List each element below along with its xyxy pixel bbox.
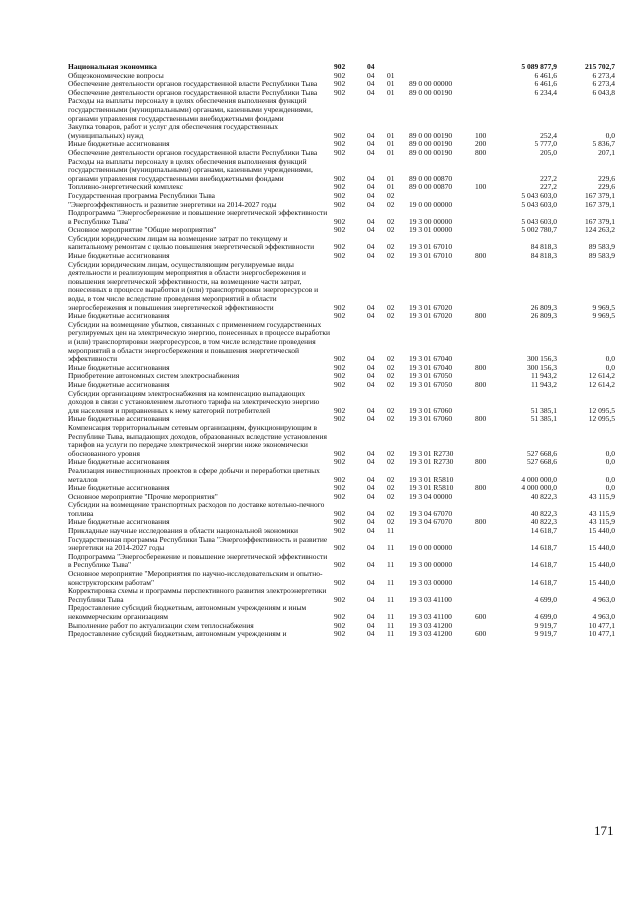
row-name: Субсидии организациям электроснабжения на компенсацию выпадающих доходов в связи с установлением льготного тарифа на электрическую энергию для населения и приравненных к нему категорий потребителей bbox=[68, 388, 322, 415]
row-target-article: 19 3 03 41200 bbox=[409, 620, 453, 630]
row-grbs: 902 bbox=[334, 594, 346, 604]
row-podrazdel: 02 bbox=[387, 354, 395, 364]
row-grbs: 902 bbox=[334, 474, 346, 484]
row-razdel: 04 bbox=[367, 543, 375, 553]
row-name: Топливно-энергетический комплекс bbox=[68, 182, 183, 192]
row-grbs: 902 bbox=[334, 543, 346, 553]
row-razdel: 04 bbox=[367, 560, 375, 570]
row-podrazdel: 11 bbox=[387, 620, 395, 630]
row-name: Национальная экономика bbox=[68, 62, 157, 71]
row-grbs: 902 bbox=[334, 302, 346, 312]
row-target-article: 19 0 00 00000 bbox=[409, 199, 453, 209]
row-razdel: 04 bbox=[367, 199, 375, 209]
row-expense-type: 200 bbox=[475, 139, 487, 149]
row-sum-second: 89 583,9 bbox=[588, 251, 615, 261]
row-name: Субсидии юридическим лицам на возмещение затрат по текущему и капитальному ремонтам с целью повышения энергетической эффективности bbox=[68, 233, 315, 252]
row-sum-first: 26 809,3 bbox=[530, 302, 557, 312]
row-sum-first: 5 002 780,7 bbox=[521, 225, 557, 235]
row-sum-first: 5 043 603,0 bbox=[521, 216, 557, 226]
row-podrazdel: 01 bbox=[387, 182, 395, 192]
row-podrazdel: 02 bbox=[387, 379, 395, 389]
row-target-article: 19 3 03 41200 bbox=[409, 629, 453, 639]
row-sum-second: 0,0 bbox=[605, 483, 615, 493]
row-target-article: 19 3 01 67060 bbox=[409, 414, 453, 424]
row-sum-first: 11 943,2 bbox=[531, 371, 557, 381]
row-grbs: 902 bbox=[334, 508, 346, 518]
row-grbs: 902 bbox=[334, 199, 346, 209]
table-row bbox=[68, 604, 615, 621]
row-podrazdel: 02 bbox=[387, 216, 395, 226]
row-sum-second: 15 440,0 bbox=[588, 526, 615, 536]
row-target-article: 19 3 01 R5810 bbox=[409, 474, 454, 484]
row-target-article: 19 3 01 67010 bbox=[409, 242, 453, 252]
row-sum-second: 0,0 bbox=[605, 130, 615, 140]
row-podrazdel: 11 bbox=[387, 577, 395, 587]
row-sum-first: 84 818,3 bbox=[530, 242, 557, 252]
row-podrazdel: 01 bbox=[387, 173, 395, 183]
table-row bbox=[68, 630, 615, 639]
row-sum-second: 167 379,1 bbox=[585, 190, 615, 200]
row-target-article: 19 3 01 67040 bbox=[409, 354, 453, 364]
row-sum-first: 40 822,3 bbox=[530, 517, 557, 527]
row-sum-second: 207,1 bbox=[598, 147, 615, 157]
row-sum-second: 10 477,1 bbox=[588, 629, 615, 639]
row-razdel: 04 bbox=[367, 526, 375, 536]
row-name: Расходы на выплаты персоналу в целях обеспечения выполнения функций государственными (муниципальными) органами, казенными учреждениями, органами управления государственными внебюджетными фондами bbox=[68, 156, 315, 183]
row-name: Подпрограмма "Энергосбережение и повышение энергетической эффективности в Республике Тыва" bbox=[68, 208, 330, 226]
row-grbs: 902 bbox=[334, 173, 346, 183]
row-name: Обеспечение деятельности органов государственной власти Республики Тыва bbox=[68, 147, 318, 157]
row-razdel: 04 bbox=[367, 612, 375, 621]
row-name: Закупка товаров, работ и услуг для обеспечения государственных (муниципальных) нужд bbox=[68, 122, 280, 140]
row-expense-type: 800 bbox=[475, 414, 487, 424]
row-razdel: 04 bbox=[367, 629, 375, 639]
row-sum-first: 9 919,7 bbox=[534, 620, 557, 630]
row-podrazdel: 02 bbox=[387, 405, 395, 415]
table-row bbox=[68, 235, 615, 252]
row-grbs: 902 bbox=[334, 182, 346, 192]
row-grbs: 902 bbox=[334, 311, 346, 321]
row-sum-first: 14 618,7 bbox=[530, 543, 557, 553]
row-razdel: 04 bbox=[367, 302, 375, 312]
row-grbs: 902 bbox=[334, 517, 346, 527]
row-podrazdel: 11 bbox=[387, 594, 395, 604]
row-podrazdel: 02 bbox=[387, 242, 395, 252]
row-grbs: 902 bbox=[334, 87, 346, 97]
row-sum-second: 10 477,1 bbox=[588, 620, 615, 630]
row-name: Расходы на выплаты персоналу в целях обеспечения выполнения функций государственными (муниципальными) органами, казенными учреждениями, органами управления государственными внебюджетными фондами bbox=[68, 96, 315, 123]
row-podrazdel: 01 bbox=[387, 130, 395, 140]
row-name: Иные бюджетные ассигнования bbox=[68, 139, 170, 149]
row-sum-first: 4 699,0 bbox=[534, 594, 557, 604]
table-row bbox=[68, 97, 615, 123]
row-grbs: 902 bbox=[334, 251, 346, 261]
row-sum-first: 51 385,1 bbox=[530, 405, 557, 415]
budget-table bbox=[68, 63, 615, 639]
row-name: Предоставление субсидий бюджетным, автономным учреждениям и bbox=[68, 629, 287, 639]
row-razdel: 04 bbox=[367, 87, 375, 97]
row-razdel: 04 bbox=[367, 190, 375, 200]
row-sum-second: 12 614,2 bbox=[588, 371, 615, 381]
row-grbs: 902 bbox=[334, 448, 346, 458]
row-podrazdel: 02 bbox=[387, 371, 395, 381]
row-expense-type: 800 bbox=[475, 362, 487, 372]
row-name: Государственная программа Республики Тыва bbox=[68, 190, 215, 200]
row-target-article: 89 0 00 00190 bbox=[409, 139, 453, 149]
table-row bbox=[68, 390, 615, 416]
row-podrazdel: 02 bbox=[387, 362, 395, 372]
row-grbs: 902 bbox=[334, 414, 346, 424]
row-sum-second: 89 583,9 bbox=[588, 242, 615, 252]
row-sum-second: 6 043,8 bbox=[592, 87, 615, 97]
row-name: Компенсация территориальным сетевым организациям, функционирующим в Республике Тыва, выпадающих доходов, образованных вследствие установления тарифов на услуги по передаче электрической энергии ниже экономически обоснованного уровня bbox=[68, 422, 329, 458]
row-name: Основное мероприятие "Общие мероприятия" bbox=[68, 225, 217, 235]
row-grbs: 902 bbox=[334, 139, 346, 149]
row-expense-type: 800 bbox=[475, 457, 487, 467]
row-name: Иные бюджетные ассигнования bbox=[68, 251, 170, 261]
row-grbs: 902 bbox=[334, 216, 346, 226]
row-name: Иные бюджетные ассигнования bbox=[68, 414, 170, 424]
table-row bbox=[68, 158, 615, 184]
row-grbs: 902 bbox=[334, 405, 346, 415]
row-target-article: 19 3 01 67020 bbox=[409, 302, 453, 312]
row-target-article: 19 3 04 67070 bbox=[409, 508, 453, 518]
row-podrazdel: 02 bbox=[387, 457, 395, 467]
row-razdel: 04 bbox=[367, 354, 375, 364]
row-razdel: 04 bbox=[367, 173, 375, 183]
row-sum-second: 167 379,1 bbox=[585, 199, 615, 209]
row-sum-second: 15 440,0 bbox=[588, 560, 615, 570]
row-podrazdel: 02 bbox=[387, 414, 395, 424]
row-grbs: 902 bbox=[334, 371, 346, 381]
row-grbs: 902 bbox=[334, 491, 346, 501]
row-razdel: 04 bbox=[367, 362, 375, 372]
row-name: Субсидии на возмещение убытков, связанных с применением государственных регулируемых цен на электрическую энергию, понесенных в процессе выработки и (или) транспортировки энергоресурсов, в том числе вследствие проведения мероприятий в области энергосбережения и повышения энергетической эффективности bbox=[68, 319, 332, 364]
row-razdel: 04 bbox=[367, 311, 375, 321]
row-razdel: 04 bbox=[367, 62, 375, 71]
row-sum-second: 43 115,9 bbox=[589, 517, 615, 527]
row-target-article: 89 0 00 00190 bbox=[409, 147, 453, 157]
row-name: Иные бюджетные ассигнования bbox=[68, 362, 170, 372]
row-razdel: 04 bbox=[367, 448, 375, 458]
row-sum-second: 0,0 bbox=[605, 362, 615, 372]
row-sum-first: 5 043 603,0 bbox=[521, 190, 557, 200]
row-name: Обеспечение деятельности органов государственной власти Республики Тыва bbox=[68, 79, 318, 89]
row-grbs: 902 bbox=[334, 620, 346, 630]
row-expense-type: 100 bbox=[475, 182, 487, 192]
row-sum-first: 26 809,3 bbox=[530, 311, 557, 321]
row-grbs: 902 bbox=[334, 190, 346, 200]
row-razdel: 04 bbox=[367, 371, 375, 381]
row-razdel: 04 bbox=[367, 147, 375, 157]
row-name: Иные бюджетные ассигнования bbox=[68, 379, 170, 389]
row-name: Государственная программа Республики Тыва "Энергоэффективность и развитие энергетики на 2014-2027 годы bbox=[68, 534, 330, 553]
row-expense-type: 800 bbox=[475, 311, 487, 321]
row-sum-first: 4 000 000,0 bbox=[521, 483, 557, 493]
row-target-article: 19 3 03 00000 bbox=[409, 577, 453, 587]
row-sum-first: 300 156,3 bbox=[527, 362, 557, 372]
row-razdel: 04 bbox=[367, 594, 375, 604]
row-target-article: 19 0 00 00000 bbox=[409, 543, 453, 553]
table-row bbox=[68, 424, 615, 458]
row-grbs: 902 bbox=[334, 612, 346, 621]
row-name: Реализация инвестиционных проектов в сфере добычи и переработки цветных металлов bbox=[68, 465, 322, 484]
row-sum-second: 4 963,0 bbox=[592, 612, 615, 621]
row-name: Субсидии на возмещение транспортных расходов по доставке котельно-печного топлива bbox=[68, 500, 327, 518]
row-podrazdel: 02 bbox=[387, 448, 395, 458]
row-expense-type: 600 bbox=[475, 612, 487, 621]
row-target-article: 19 3 00 00000 bbox=[409, 216, 453, 226]
row-sum-second: 167 379,1 bbox=[585, 216, 615, 226]
row-sum-first: 11 943,2 bbox=[531, 379, 557, 389]
row-name: Иные бюджетные ассигнования bbox=[68, 483, 170, 493]
row-sum-second: 124 263,2 bbox=[585, 225, 615, 235]
row-sum-first: 40 822,3 bbox=[530, 491, 557, 501]
row-razdel: 04 bbox=[367, 139, 375, 149]
row-target-article: 89 0 00 00190 bbox=[409, 130, 453, 140]
table-row bbox=[68, 123, 615, 140]
row-name: Иные бюджетные ассигнования bbox=[68, 457, 170, 467]
row-sum-first: 300 156,3 bbox=[527, 354, 557, 364]
row-target-article: 19 3 01 67060 bbox=[409, 405, 453, 415]
row-podrazdel: 02 bbox=[387, 251, 395, 261]
row-expense-type: 800 bbox=[475, 517, 487, 527]
row-name: Основное мероприятие "Мероприятия по научно-исследовательским и опытно-конструкторским работам" bbox=[68, 569, 323, 587]
row-sum-first: 6 234,4 bbox=[534, 87, 557, 97]
row-podrazdel: 01 bbox=[387, 147, 395, 157]
row-podrazdel: 02 bbox=[387, 225, 395, 235]
row-target-article: 89 0 00 00870 bbox=[409, 182, 453, 192]
row-name: Обеспечение деятельности органов государственной власти Республики Тыва bbox=[68, 87, 318, 97]
row-target-article: 89 0 00 00190 bbox=[409, 87, 453, 97]
row-grbs: 902 bbox=[334, 62, 346, 71]
row-name: Основное мероприятие "Прочие мероприятия" bbox=[68, 491, 218, 501]
row-target-article: 19 3 04 00000 bbox=[409, 491, 453, 501]
row-podrazdel: 01 bbox=[387, 139, 395, 149]
table-row bbox=[68, 536, 615, 553]
row-grbs: 902 bbox=[334, 225, 346, 235]
row-sum-second: 6 273,4 bbox=[592, 70, 615, 80]
row-sum-first: 227,2 bbox=[540, 173, 557, 183]
row-name: Предоставление субсидий бюджетным, автономным учреждениям и иным некоммерческим организациям bbox=[68, 603, 309, 621]
row-target-article: 19 3 03 41100 bbox=[409, 612, 452, 621]
row-razdel: 04 bbox=[367, 225, 375, 235]
row-name: "Энергоэффективность и развитие энергетики на 2014-2027 годы bbox=[68, 199, 277, 209]
row-podrazdel: 02 bbox=[387, 302, 395, 312]
row-sum-second: 43 115,9 bbox=[589, 491, 615, 501]
row-sum-second: 229,6 bbox=[598, 173, 615, 183]
row-sum-second: 5 836,7 bbox=[592, 139, 615, 149]
row-razdel: 04 bbox=[367, 251, 375, 261]
row-sum-second: 0,0 bbox=[605, 448, 615, 458]
table-row bbox=[68, 261, 615, 313]
row-podrazdel: 11 bbox=[387, 560, 395, 570]
row-podrazdel: 11 bbox=[387, 612, 395, 621]
row-grbs: 902 bbox=[334, 457, 346, 467]
row-sum-second: 43 115,9 bbox=[589, 508, 615, 518]
row-sum-first: 51 385,1 bbox=[530, 414, 557, 424]
row-razdel: 04 bbox=[367, 414, 375, 424]
row-target-article: 19 3 01 00000 bbox=[409, 225, 453, 235]
row-podrazdel: 02 bbox=[387, 508, 395, 518]
row-sum-second: 0,0 bbox=[605, 474, 615, 484]
row-sum-second: 15 440,0 bbox=[588, 543, 615, 553]
row-podrazdel: 02 bbox=[387, 491, 395, 501]
row-sum-second: 12 095,5 bbox=[588, 405, 615, 415]
row-name: Приобретение автономных систем электроснабжения bbox=[68, 371, 240, 381]
row-grbs: 902 bbox=[334, 560, 346, 570]
row-podrazdel: 02 bbox=[387, 474, 395, 484]
row-sum-first: 252,4 bbox=[540, 130, 557, 140]
row-razdel: 04 bbox=[367, 79, 375, 89]
row-name: Корректировка схемы и программы перспективного развития электроэнергетики Республики Тыва bbox=[68, 586, 329, 604]
row-name: Выполнение работ по актуализации схем теплоснабжения bbox=[68, 620, 254, 630]
row-sum-second: 9 969,5 bbox=[592, 302, 615, 312]
table-row bbox=[68, 570, 615, 587]
row-target-article: 89 0 00 00000 bbox=[409, 79, 453, 89]
row-name: Иные бюджетные ассигнования bbox=[68, 311, 170, 321]
row-expense-type: 800 bbox=[475, 379, 487, 389]
row-sum-first: 5 089 877,9 bbox=[521, 62, 557, 71]
row-sum-first: 14 618,7 bbox=[530, 526, 557, 536]
row-razdel: 04 bbox=[367, 508, 375, 518]
row-sum-first: 227,2 bbox=[540, 182, 557, 192]
row-grbs: 902 bbox=[334, 70, 346, 80]
row-razdel: 04 bbox=[367, 182, 375, 192]
row-target-article: 19 3 01 67050 bbox=[409, 379, 453, 389]
row-name: Подпрограмма "Энергосбережение и повышение энергетической эффективности в Республике Тыва" bbox=[68, 551, 330, 570]
row-grbs: 902 bbox=[334, 354, 346, 364]
row-sum-first: 14 618,7 bbox=[530, 560, 557, 570]
table-row bbox=[68, 209, 615, 226]
row-name: Субсидии юридическим лицам, осуществляющим регулируемые виды деятельности и реализующим мероприятия в области энергосбережения и повышения энергетической эффективности, на возмещение части затрат, понесенных в процессе выработки и (или) транспортировки энергоресурсов и воды, в том числе вследствие проведения мероприятий в области энергосбережения и повышения энергетической эффективности bbox=[68, 259, 321, 312]
row-sum-second: 12 095,5 bbox=[588, 414, 615, 424]
row-podrazdel: 02 bbox=[387, 483, 395, 493]
row-target-article: 19 3 01 R2730 bbox=[409, 448, 454, 458]
row-sum-first: 84 818,3 bbox=[530, 251, 557, 261]
row-grbs: 902 bbox=[334, 130, 346, 140]
row-grbs: 902 bbox=[334, 629, 346, 639]
row-sum-first: 205,0 bbox=[540, 147, 557, 157]
row-sum-first: 5 777,0 bbox=[534, 139, 557, 149]
row-sum-second: 6 273,4 bbox=[592, 79, 615, 89]
row-target-article: 19 3 01 67010 bbox=[409, 251, 453, 261]
row-podrazdel: 02 bbox=[387, 517, 395, 527]
row-sum-second: 4 963,0 bbox=[592, 594, 615, 604]
table-row bbox=[68, 501, 615, 518]
row-razdel: 04 bbox=[367, 457, 375, 467]
row-podrazdel: 01 bbox=[387, 70, 395, 80]
row-target-article: 19 3 03 41100 bbox=[409, 594, 452, 604]
row-target-article: 89 0 00 00870 bbox=[409, 173, 453, 183]
row-sum-second: 229,6 bbox=[598, 182, 615, 192]
row-grbs: 902 bbox=[334, 79, 346, 89]
row-razdel: 04 bbox=[367, 483, 375, 493]
row-sum-first: 4 699,0 bbox=[534, 612, 557, 621]
row-razdel: 04 bbox=[367, 70, 375, 80]
row-sum-second: 15 440,0 bbox=[588, 577, 615, 587]
row-target-article: 19 3 01 R5810 bbox=[409, 483, 454, 493]
row-podrazdel: 01 bbox=[387, 79, 395, 89]
row-target-article: 19 3 01 67050 bbox=[409, 371, 453, 381]
row-expense-type: 800 bbox=[475, 483, 487, 493]
table-row bbox=[68, 321, 615, 364]
row-razdel: 04 bbox=[367, 577, 375, 587]
row-razdel: 04 bbox=[367, 130, 375, 140]
table-row bbox=[68, 467, 615, 484]
table-row bbox=[68, 553, 615, 570]
row-sum-first: 6 461,6 bbox=[534, 70, 557, 80]
row-podrazdel: 01 bbox=[387, 87, 395, 97]
row-target-article: 19 3 04 67070 bbox=[409, 517, 453, 527]
row-sum-first: 9 919,7 bbox=[534, 629, 557, 639]
row-sum-first: 527 668,6 bbox=[527, 457, 557, 467]
row-podrazdel: 11 bbox=[387, 543, 395, 553]
row-target-article: 19 3 01 67040 bbox=[409, 362, 453, 372]
row-podrazdel: 11 bbox=[387, 526, 395, 536]
row-podrazdel: 02 bbox=[387, 311, 395, 321]
row-razdel: 04 bbox=[367, 620, 375, 630]
row-razdel: 04 bbox=[367, 216, 375, 226]
row-expense-type: 800 bbox=[475, 147, 487, 157]
row-sum-first: 527 668,6 bbox=[527, 448, 557, 458]
row-podrazdel: 11 bbox=[387, 629, 395, 639]
row-target-article: 19 3 01 R2730 bbox=[409, 457, 454, 467]
row-expense-type: 800 bbox=[475, 251, 487, 261]
row-razdel: 04 bbox=[367, 242, 375, 252]
row-grbs: 902 bbox=[334, 526, 346, 536]
row-expense-type: 600 bbox=[475, 629, 487, 639]
row-grbs: 902 bbox=[334, 242, 346, 252]
row-podrazdel: 02 bbox=[387, 199, 395, 209]
row-sum-second: 215 702,7 bbox=[585, 62, 615, 71]
row-name: Прикладные научные исследования в области национальной экономики bbox=[68, 526, 299, 536]
row-sum-second: 12 614,2 bbox=[588, 379, 615, 389]
row-name: Общеэкономические вопросы bbox=[68, 70, 164, 80]
row-target-article: 19 3 01 67020 bbox=[409, 311, 453, 321]
row-grbs: 902 bbox=[334, 379, 346, 389]
row-sum-first: 5 043 603,0 bbox=[521, 199, 557, 209]
row-sum-first: 4 000 000,0 bbox=[521, 474, 557, 484]
page-number: 171 bbox=[594, 823, 614, 838]
row-sum-second: 9 969,5 bbox=[592, 311, 615, 321]
row-sum-first: 14 618,7 bbox=[530, 577, 557, 587]
row-grbs: 902 bbox=[334, 147, 346, 157]
row-razdel: 04 bbox=[367, 379, 375, 389]
row-sum-first: 40 822,3 bbox=[530, 508, 557, 518]
row-grbs: 902 bbox=[334, 483, 346, 493]
row-sum-first: 6 461,6 bbox=[534, 79, 557, 89]
row-razdel: 04 bbox=[367, 474, 375, 484]
row-grbs: 902 bbox=[334, 577, 346, 587]
row-target-article: 19 3 00 00000 bbox=[409, 560, 453, 570]
row-razdel: 04 bbox=[367, 491, 375, 501]
row-razdel: 04 bbox=[367, 405, 375, 415]
row-grbs: 902 bbox=[334, 362, 346, 372]
row-sum-second: 0,0 bbox=[605, 457, 615, 467]
row-podrazdel: 02 bbox=[387, 190, 395, 200]
row-name: Иные бюджетные ассигнования bbox=[68, 517, 170, 527]
row-expense-type: 100 bbox=[475, 130, 487, 140]
row-razdel: 04 bbox=[367, 517, 375, 527]
table-row bbox=[68, 587, 615, 604]
row-sum-second: 0,0 bbox=[605, 354, 615, 364]
